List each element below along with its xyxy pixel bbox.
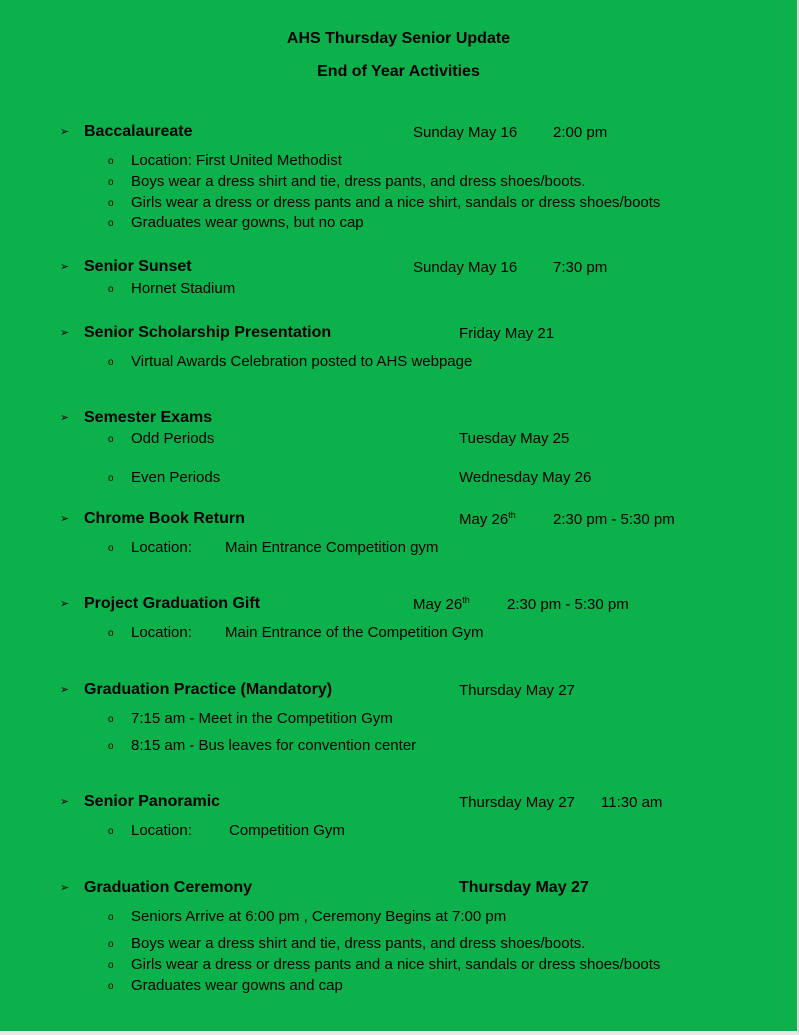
circle-bullet-icon: o [108,826,114,837]
section-time: 2:30 pm - 5:30 pm [553,511,675,528]
list-item-date: Wednesday May 26 [459,469,592,486]
section-name: Graduation Practice (Mandatory) [84,681,333,698]
section-date: May 26th [459,510,516,528]
circle-bullet-icon: o [108,981,114,992]
circle-bullet-icon: o [108,156,114,167]
section-name: Graduation Ceremony [84,879,253,896]
arrow-bullet-icon: ➢ [60,598,70,610]
section-time: 7:30 pm [553,259,608,276]
section-time: 2:00 pm [553,124,608,141]
section-name: Senior Panoramic [84,793,221,810]
circle-bullet-icon: o [108,473,114,484]
section-name: Project Graduation Gift [84,595,261,612]
section-date: Thursday May 27 [459,879,589,896]
circle-bullet-icon: o [108,912,114,923]
list-item: Virtual Awards Celebration posted to AHS webpage [131,353,473,370]
arrow-bullet-icon: ➢ [60,513,70,525]
list-item: Girls wear a dress or dress pants and a nice shirt, sandals or dress shoes/boots [131,194,661,211]
section-date: May 26th [413,595,470,613]
circle-bullet-icon: o [108,628,114,639]
list-item: Location: First United Methodist [131,152,342,169]
list-item-value: Competition Gym [229,822,345,839]
circle-bullet-icon: o [108,939,114,950]
arrow-bullet-icon: ➢ [60,327,70,339]
arrow-bullet-icon: ➢ [60,796,70,808]
list-item: Hornet Stadium [131,280,236,297]
circle-bullet-icon: o [108,218,114,229]
circle-bullet-icon: o [108,543,114,554]
date-suffix: th [462,595,470,605]
list-item-label: Location: [131,624,192,641]
circle-bullet-icon: o [108,357,114,368]
section-time: 2:30 pm - 5:30 pm [507,596,629,613]
section-date: Sunday May 16 [413,259,518,276]
list-item-label: Location: [131,539,192,556]
list-item: 7:15 am - Meet in the Competition Gym [131,710,393,727]
section-date: Friday May 21 [459,325,555,342]
list-item-date: Tuesday May 25 [459,430,570,447]
section-name: Senior Scholarship Presentation [84,324,332,341]
section-name: Baccalaureate [84,123,193,140]
section-name: Chrome Book Return [84,510,245,527]
page-subtitle: End of Year Activities [317,63,480,80]
list-item: Graduates wear gowns, but no cap [131,214,364,231]
circle-bullet-icon: o [108,284,114,295]
list-item-value: Main Entrance of the Competition Gym [225,624,484,641]
list-item: Boys wear a dress shirt and tie, dress pants, and dress shoes/boots. [131,173,586,190]
list-item: Seniors Arrive at 6:00 pm , Ceremony Begins at 7:00 pm [131,908,507,925]
section-name: Senior Sunset [84,258,192,275]
list-item-label: Odd Periods [131,430,215,447]
circle-bullet-icon: o [108,741,114,752]
section-date: Thursday May 27 [459,682,575,699]
section-time: 11:30 am [601,794,663,811]
list-item: Graduates wear gowns and cap [131,977,343,994]
circle-bullet-icon: o [108,714,114,725]
circle-bullet-icon: o [108,960,114,971]
list-item: Girls wear a dress or dress pants and a nice shirt, sandals or dress shoes/boots [131,956,661,973]
list-item-value: Main Entrance Competition gym [225,539,439,556]
arrow-bullet-icon: ➢ [60,882,70,894]
list-item: Boys wear a dress shirt and tie, dress pants, and dress shoes/boots. [131,935,586,952]
list-item-label: Even Periods [131,469,221,486]
arrow-bullet-icon: ➢ [60,684,70,696]
circle-bullet-icon: o [108,177,114,188]
section-date: Thursday May 27 [459,794,575,811]
list-item: 8:15 am - Bus leaves for convention center [131,737,417,754]
arrow-bullet-icon: ➢ [60,261,70,273]
date-suffix: th [508,510,516,520]
arrow-bullet-icon: ➢ [60,126,70,138]
list-item-label: Location: [131,822,192,839]
arrow-bullet-icon: ➢ [60,412,70,424]
section-name: Semester Exams [84,409,213,426]
section-date: Sunday May 16 [413,124,518,141]
circle-bullet-icon: o [108,434,114,445]
circle-bullet-icon: o [108,198,114,209]
page-title: AHS Thursday Senior Update [286,30,511,47]
